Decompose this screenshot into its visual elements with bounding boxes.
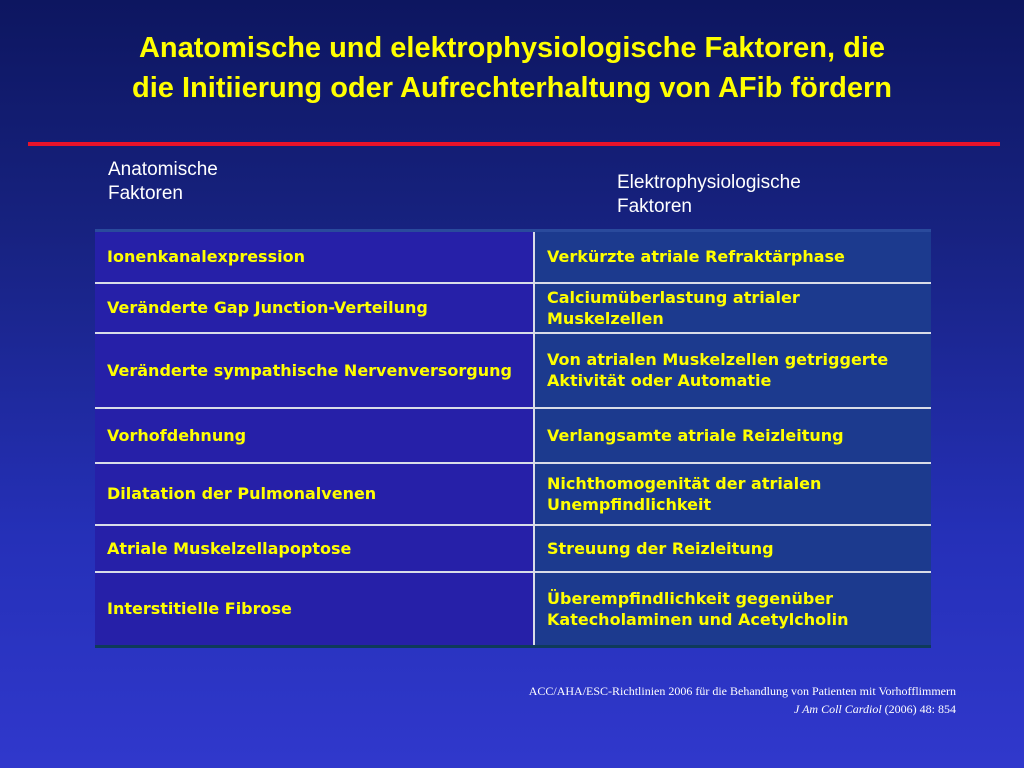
- table-row: [95, 333, 931, 408]
- citation-journal: J Am Coll Cardiol: [793, 702, 882, 716]
- anatomical-factor-cell: Atriale Muskelzellapoptose: [95, 525, 534, 572]
- slide-title: [40, 28, 984, 108]
- electrophysiological-factor-cell: Verlangsamte atriale Reizleitung: [534, 408, 931, 463]
- anatomical-factor-cell: Interstitielle Fibrose: [95, 572, 534, 647]
- anatomical-factor-cell: Dilatation der Pulmonalvenen: [95, 463, 534, 525]
- citation-journal-line: [529, 700, 956, 718]
- anatomical-factor-cell: Vorhofdehnung: [95, 408, 534, 463]
- electrophysiological-factor-cell: Von atrialen Muskelzellen getriggerte Aktivität oder Automatie: [534, 333, 931, 408]
- citation-guideline: ACC/AHA/ESC-Richtlinien 2006 für die Behandlung von Patienten mit Vorhofflimmern: [528, 684, 956, 698]
- electrophysiological-factor-cell: Streuung der Reizleitung: [534, 525, 931, 572]
- electrophysiological-factor-cell: Calciumüberlastung atrialer Muskelzellen: [534, 283, 931, 333]
- slide-title-line-2: die Initiierung oder Aufrechterhaltung von AFib fördern: [132, 72, 892, 104]
- column-header-anatomical: [108, 158, 218, 206]
- citation-details: (2006) 48: 854: [881, 702, 956, 716]
- column-header-anatomical-line-1: Anatomische: [108, 159, 218, 180]
- anatomical-factor-cell: Ionenkanalexpression: [95, 231, 534, 283]
- table-row: [95, 572, 931, 647]
- column-header-anatomical-line-2: Faktoren: [108, 183, 183, 204]
- table-row: [95, 463, 931, 525]
- table-row: [95, 283, 931, 333]
- electrophysiological-factor-cell: Verkürzte atriale Refraktärphase: [534, 231, 931, 283]
- electrophysiological-factor-cell: Nichthomogenität der atrialen Unempfindlichkeit: [534, 463, 931, 525]
- factors-table: [95, 229, 931, 648]
- column-header-electrophysiological-line-2: Faktoren: [617, 196, 692, 217]
- table-row: [95, 408, 931, 463]
- title-divider: [28, 142, 1000, 146]
- column-header-electrophysiological: [617, 171, 801, 219]
- table-row: [95, 525, 931, 572]
- electrophysiological-factor-cell: Überempfindlichkeit gegenüber Katecholaminen und Acetylcholin: [534, 572, 931, 647]
- anatomical-factor-cell: Veränderte sympathische Nervenversorgung: [95, 333, 534, 408]
- table-row: [95, 231, 931, 283]
- source-citation: [529, 682, 956, 718]
- slide-title-line-1: Anatomische und elektrophysiologische Faktoren, die: [138, 32, 886, 64]
- anatomical-factor-cell: Veränderte Gap Junction-Verteilung: [95, 283, 534, 333]
- column-header-electrophysiological-line-1: Elektrophysiologische: [617, 172, 801, 193]
